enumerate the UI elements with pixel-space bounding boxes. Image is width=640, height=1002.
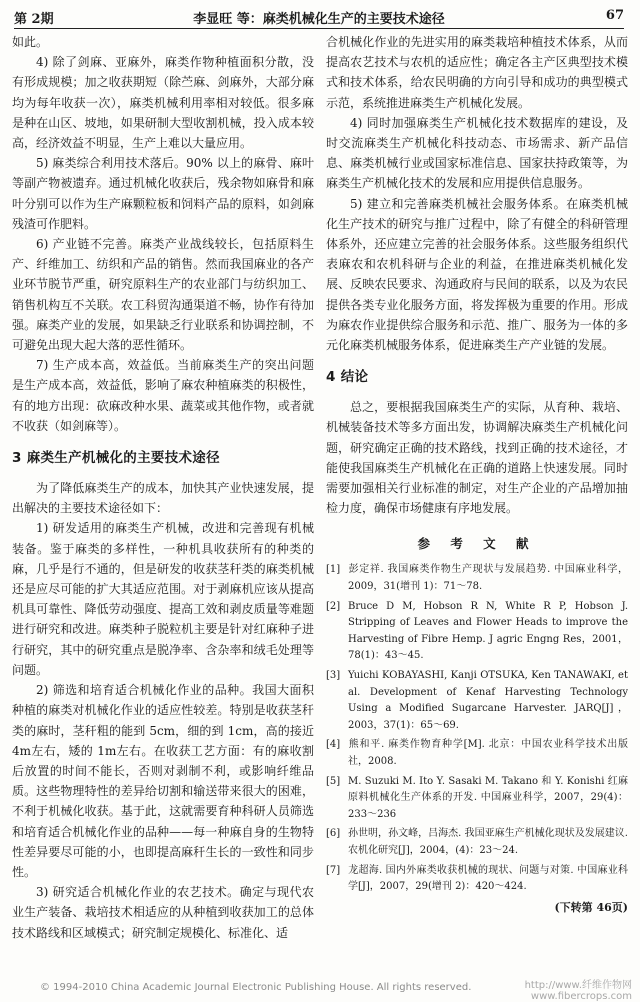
reference-number: [7] [326,864,341,876]
body-paragraph: 总之，要根据我国麻类生产的实际，从育种、栽培、机械装备技术等多方面出发，协调解决麻类生产机械化问题，研究确定正确的技术路线，找到正确的技术途径，才能使我国麻类生产机械化在正确的道路上快速发展。同时需要加强相关行业标准的制定，对生产企业的产品增加抽检力度，确保市场健康有序地发展。 [326,400,628,516]
page-header [14,6,624,29]
right-column [326,32,628,915]
reference-number: [5] [326,775,341,787]
reference-number: [4] [326,739,341,751]
reference-text: M. Suzuki M. Ito Y. Sasaki M. Takano 和 Y. Konishi 红麻原料机械化生产体系的开发. 中国麻业科学，2007，29(4)：233～236 [348,775,628,820]
body-paragraph: 7) 生产成本高，效益低。当前麻类生产的突出问题是生产成本高，效益低，影响了麻农种植麻类的积极性，有的地方出现：砍麻改种水果、蔬菜或其他作物，或者就不收获（如剑麻等）。 [12,358,314,433]
issue-label: 第 2期 [14,12,54,27]
body-paragraph: 1) 研发适用的麻类生产机械，改进和完善现有机械装备。鉴于麻类的多样性，一种机具收获所有的种类的麻，几乎是行不通的，但是研发的收获茎秆类的麻类机械还是应尽可能的扩大其适应范围。对于剥麻机应该从提高机具可靠性、降低劳动强度、提高工效和剥皮质量等难题进行研究和改进。麻类种子脱粒机主要是针对红麻种子进行研究，其中的研究重点是脱净率、含杂率和绒毛处理等问题。 [12,521,314,677]
references-heading: 参 考 文 献 [417,536,537,552]
body-paragraph: 3) 研究适合机械化作业的农艺技术。确定与现代农业生产装备、栽培技术相适应的从种植到收获加工的总体技术路线和区域模式；研究制定规模化、标准化、适 [12,885,314,940]
body-paragraph: 2) 筛选和培育适合机械化作业的品种。我国大面积种植的麻类对机械化作业的适应性较差。特别是收获茎秆类的麻时，茎秆粗的能到 5cm，细的到 1cm，高的接近 4m左右，矮的 1m左右。在收获工艺方面：有的麻收割后放置的时间不能长，否则对剥制不利，或影响纤维品质。这些物理特性的差异给切割和输送带来很大的困难，不利于机械化收获。基于此，这就需要育种科研人员筛选和培育适合机械化作业的品种——每一种麻自身的生物特性差异要尽可能的小，也即提高麻秆生长的一致性和同步性。 [12,683,314,879]
reference-text: 龙超海. 国内外麻类收获机械的现状、问题与对策. 中国麻业科学[J]，2007，29(增刊 2)：420～424. [348,864,628,893]
reference-number: [6] [326,828,341,840]
section-heading: 3 麻类生产机械化的主要技术途径 [12,450,220,467]
body-paragraph: 为了降低麻类生产的成本，加快其产业快速发展，提出解决的主要技术途径如下： [12,481,314,516]
body-paragraph: 如此。 [12,35,49,49]
reference-item [326,562,628,595]
body-paragraph: 4) 同时加强麻类生产机械化技术数据库的建设，及时交流麻类生产机械化科技动态、市场需求、新产品信息、麻类机械行业或国家标准信息、国家扶持政策等，为麻类生产机械化技术的发展和应用提供信息服务。 [326,115,628,191]
reference-list [326,562,628,895]
reference-text: Bruce D M, Hobson R N, White R P, Hobson J. Stripping of Leaves and Flower Heads to improve the Harvesting of Fibre Hemp. J agric Engng Res，2001，78(1)：43～45. [348,600,628,662]
reference-number: [3] [326,670,341,682]
body-paragraph: 6) 产业链不完善。麻类产业战线较长，包括原料生产、纤维加工、纺织和产品的销售。然而我国麻业的各产业环节脱节严重，研究原料生产的农业部门与纺织加工、销售机构互不关联。农工科贸沟通渠道不畅，协作有待加强。麻类产业的发展，如果缺乏行业联系和协调控制，不可避免出现大起大落的恶性循环。 [12,237,314,353]
site-watermark [525,980,632,1002]
reference-item [326,774,628,824]
body-paragraph: 5) 麻类综合利用技术落后。90% 以上的麻骨、麻叶等副产物被遗弃。通过机械化收获后，残余物如麻骨和麻叶分别可以作为生产麻颗粒板和饲料产品的原料，如剑麻残渣可作肥料。 [12,156,314,231]
body-paragraph: 5) 建立和完善麻类机械社会服务体系。在麻类机械化生产技术的研究与推广过程中，除了有健全的科研管理体系外，还应建立完善的社会服务体系。这些服务组织代表麻农和农机科研与企业的利益，在推进麻类机械化发展、反映农民要求、沟通政府与民间的联系，以及为农民提供各类专业化服务方面，将发挥极为重要的作用。形成为麻农作业提供综合服务和示范、推广、服务为一体的多元化麻类机械服务体系，促进麻类生产产业链的发展。 [326,196,628,353]
watermark-line: http://www.纤维作物网 [524,980,632,991]
reference-text: 孙世明，孙文峰，吕海杰. 我国亚麻生产机械化现状及发展建议. 农机化研究[J]，2004，(4)：23～24. [348,828,628,856]
copyright-footer: © 1994-2010 China Academic Journal Electronic Publishing House. All rights reserved. [40,982,472,993]
body-paragraph: 合机械化作业的先进实用的麻类栽培种植技术体系，从而提高农艺技术与农机的适应性；确定各主产区典型技术模式和技术体系，给农民明确的方向引导和成功的典型模式示范，系统推进麻类生产机械化发展。 [326,35,628,110]
continued-note: (下转第 46页) [554,900,628,914]
reference-text: 彭定祥. 我国麻类作物生产现状与发展趋势. 中国麻业科学，2009，31(增刊 1)：71～78. [348,564,628,593]
reference-text: 熊和平. 麻类作物育种学[M]. 北京：中国农业科学技术出版社，2008. [348,739,628,767]
reference-text: Yuichi KOBAYASHI, Kanji OTSUKA, Ken TANAWAKI, et al. Development of Kenaf Harvesting Technology Using a Modified Sugarcane Harvester. JARQ[J]，2003，37(1)：65～69. [348,670,628,731]
running-title: 李显旺 等：麻类机械化生产的主要技术途径 [193,12,445,27]
left-column [12,32,314,943]
section-heading: 4 结论 [326,369,369,386]
reference-item [326,826,628,859]
reference-item [326,863,628,896]
body-paragraph: 4) 除了剑麻、亚麻外，麻类作物种植面积分散，没有形成规模；加之收获期短（除苎麻、剑麻外，大部分麻均为每年收获一次），麻类机械利用率相对较低。很多麻是种在山区、坡地，如果研制大型收割机械，投入成本较高，经济效益不明显，生产上难以大量应用。 [12,55,314,151]
reference-number: [1] [326,564,341,576]
reference-item [326,668,628,734]
reference-item [326,599,628,665]
watermark-line: www.fibercrops.com [530,991,632,1002]
page-number: 67 [605,8,624,23]
reference-number: [2] [326,600,341,612]
reference-item [326,737,628,770]
